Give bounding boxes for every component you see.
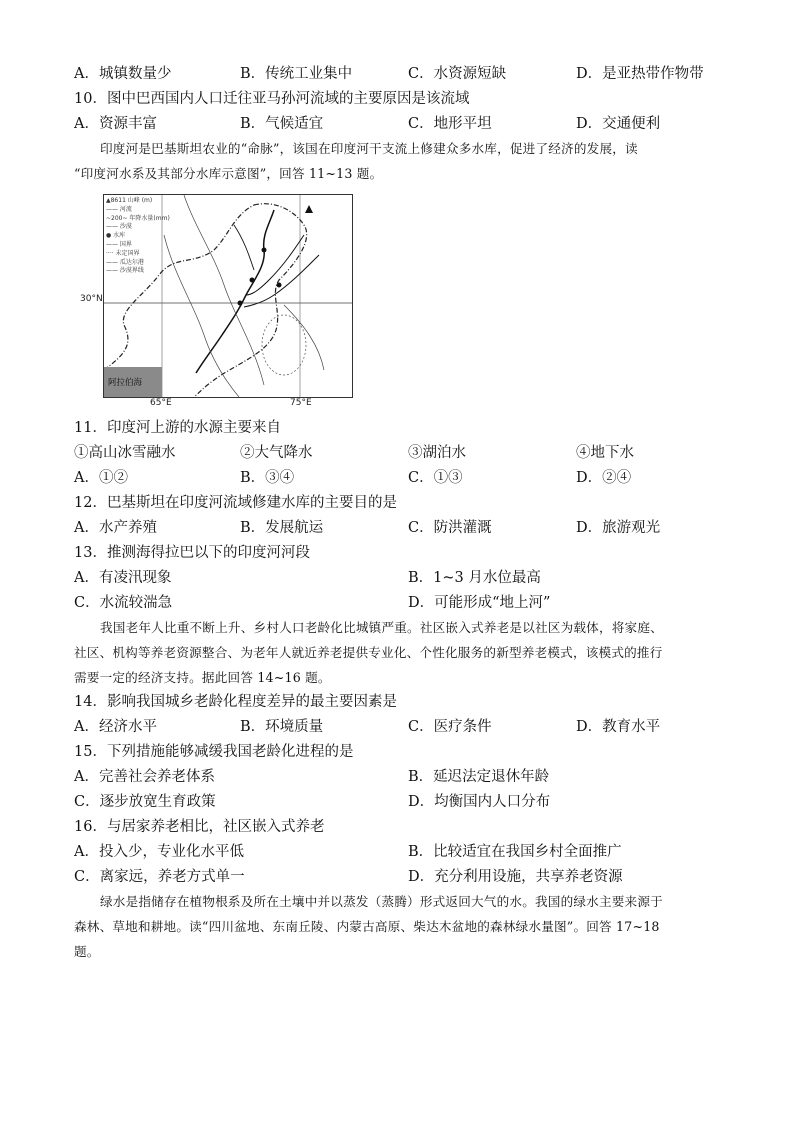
q13-option-b: B．1~3 月水位最高 bbox=[408, 570, 541, 586]
intro-14-16-line2: 社区、机构等养老资源整合、为老年人就近养老提供专业化、个性化服务的新型养老模式，该模式的推行 bbox=[74, 645, 663, 660]
legend-item: —— 河流 bbox=[106, 205, 132, 213]
legend-item: ~200~ 年降水量(mm) bbox=[106, 214, 170, 222]
map-lon-left-label: 65°E bbox=[150, 398, 172, 408]
map-lat-label: 30°N bbox=[80, 294, 103, 304]
intro-14-16-line1: 我国老年人比重不断上升、乡村人口老龄化比城镇严重。社区嵌入式养老是以社区为载体，将家庭、 bbox=[100, 620, 663, 635]
reservoir-3 bbox=[238, 301, 243, 306]
intro-17-18-line3: 题。 bbox=[74, 944, 100, 959]
intro-11-13-line1: 印度河是巴基斯坦农业的“命脉”，该国在印度河干支流上修建众多水库，促进了经济的发展，读 bbox=[100, 141, 638, 156]
q12-option-c: C．防洪灌溉 bbox=[408, 520, 492, 536]
q11-stem: 11．印度河上游的水源主要来自 bbox=[74, 420, 281, 436]
q12-option-d: D．旅游观光 bbox=[576, 520, 661, 536]
tributary-1 bbox=[246, 235, 304, 295]
legend-item: —— 国界 bbox=[106, 240, 132, 248]
q10-stem: 10．图中巴西国内人口迁往亚马孙河流域的主要原因是该流域 bbox=[74, 91, 470, 107]
mountain-peak-icon bbox=[305, 205, 313, 213]
map-lon-right-label: 75°E bbox=[290, 398, 312, 408]
q10-option-c: C．地形平坦 bbox=[408, 116, 492, 132]
indus-river-map bbox=[103, 194, 353, 398]
desert-area bbox=[262, 315, 306, 375]
precip-contour-3 bbox=[284, 305, 324, 370]
intro-14-16-line3: 需要一定的经济支持。据此回答 14~16 题。 bbox=[74, 670, 331, 685]
intro-17-18-line1: 绿水是指储存在植物根系及所在土壤中并以蒸发（蒸腾）形式返回大气的水。我国的绿水主要来源于 bbox=[100, 894, 663, 909]
q15-stem: 15．下列措施能够减缓我国老龄化进程的是 bbox=[74, 744, 354, 760]
legend-item: —— 沙漠 bbox=[106, 223, 132, 231]
indus-river bbox=[196, 210, 274, 373]
q14-stem: 14．影响我国城乡老龄化程度差异的最主要因素是 bbox=[74, 694, 397, 710]
q15-option-d: D．均衡国内人口分布 bbox=[408, 794, 551, 810]
q12-stem: 12．巴基斯坦在印度河流域修建水库的主要目的是 bbox=[74, 495, 397, 511]
q15-option-a: A．完善社会养老体系 bbox=[74, 769, 215, 785]
q11-item-3: ③湖泊水 bbox=[408, 445, 466, 461]
intro-14-16 bbox=[74, 615, 720, 690]
arabian-sea-label: 阿拉伯海 bbox=[108, 378, 143, 388]
q16-option-c: C．离家远，养老方式单一 bbox=[74, 869, 245, 885]
intro-17-18 bbox=[74, 889, 720, 964]
q15-option-b: B．延迟法定退休年龄 bbox=[408, 769, 550, 785]
q11-item-2: ②大气降水 bbox=[240, 445, 313, 461]
tributary-2 bbox=[244, 255, 319, 307]
q13-option-d: D．可能形成“地上河” bbox=[408, 595, 551, 611]
map-legend bbox=[106, 197, 190, 287]
q9-option-d: D．是亚热带作物带 bbox=[576, 66, 704, 82]
q13-stem: 13．推测海得拉巴以下的印度河河段 bbox=[74, 545, 310, 561]
q11-option-d: D．②④ bbox=[576, 470, 632, 486]
arabian-sea bbox=[104, 367, 162, 397]
q9-option-b: B．传统工业集中 bbox=[240, 66, 353, 82]
q16-option-a: A．投入少，专业化水平低 bbox=[74, 844, 244, 860]
legend-item: —— 瓜达尔港 bbox=[106, 258, 144, 266]
intro-17-18-line2: 森林、草地和耕地。读“四川盆地、东南丘陵、内蒙古高原、柴达木盆地的森林绿水量图”。回答 17~18 bbox=[74, 919, 660, 934]
q10-option-d: D．交通便利 bbox=[576, 116, 661, 132]
legend-item: ▲8611 山峰 (m) bbox=[106, 197, 153, 204]
q16-option-d: D．充分利用设施，共享养老资源 bbox=[408, 869, 623, 885]
q9-option-c: C．水资源短缺 bbox=[408, 66, 507, 82]
q9-option-a: A．城镇数量少 bbox=[74, 66, 172, 82]
q11-option-c: C．①③ bbox=[408, 470, 463, 486]
q16-option-b: B．比较适宜在我国乡村全面推广 bbox=[408, 844, 622, 860]
legend-item: —— 沙漠界线 bbox=[106, 267, 144, 275]
q11-item-4: ④地下水 bbox=[576, 445, 634, 461]
q13-option-a: A．有凌汛现象 bbox=[74, 570, 172, 586]
intro-11-13-line2: “印度河水系及其部分水库示意图”，回答 11~13 题。 bbox=[74, 166, 383, 181]
q11-option-a: A．①② bbox=[74, 470, 128, 486]
q12-option-a: A．水产养殖 bbox=[74, 520, 157, 536]
reservoir-1 bbox=[262, 248, 267, 253]
reservoir-2 bbox=[250, 278, 255, 283]
legend-item: ● 水库 bbox=[106, 232, 126, 240]
q10-option-a: A．资源丰富 bbox=[74, 116, 157, 132]
legend-item: ···· 未定国界 bbox=[106, 249, 140, 257]
border-east bbox=[194, 204, 307, 397]
precip-contour-1 bbox=[184, 195, 264, 385]
q16-stem: 16．与居家养老相比，社区嵌入式养老 bbox=[74, 819, 325, 835]
reservoir-4 bbox=[277, 283, 282, 288]
q14-option-c: C．医疗条件 bbox=[408, 719, 492, 735]
intro-11-13 bbox=[74, 136, 720, 186]
q12-option-b: B．发展航运 bbox=[240, 520, 324, 536]
q14-option-a: A．经济水平 bbox=[74, 719, 157, 735]
q11-item-1: ①高山冰雪融水 bbox=[74, 445, 176, 461]
q14-option-d: D．教育水平 bbox=[576, 719, 661, 735]
tributary-3 bbox=[234, 225, 254, 270]
q13-option-c: C．水流较湍急 bbox=[74, 595, 173, 611]
q11-option-b: B．③④ bbox=[240, 470, 295, 486]
q15-option-c: C．逐步放宽生育政策 bbox=[74, 794, 216, 810]
q10-option-b: B．气候适宜 bbox=[240, 116, 324, 132]
q14-option-b: B．环境质量 bbox=[240, 719, 324, 735]
